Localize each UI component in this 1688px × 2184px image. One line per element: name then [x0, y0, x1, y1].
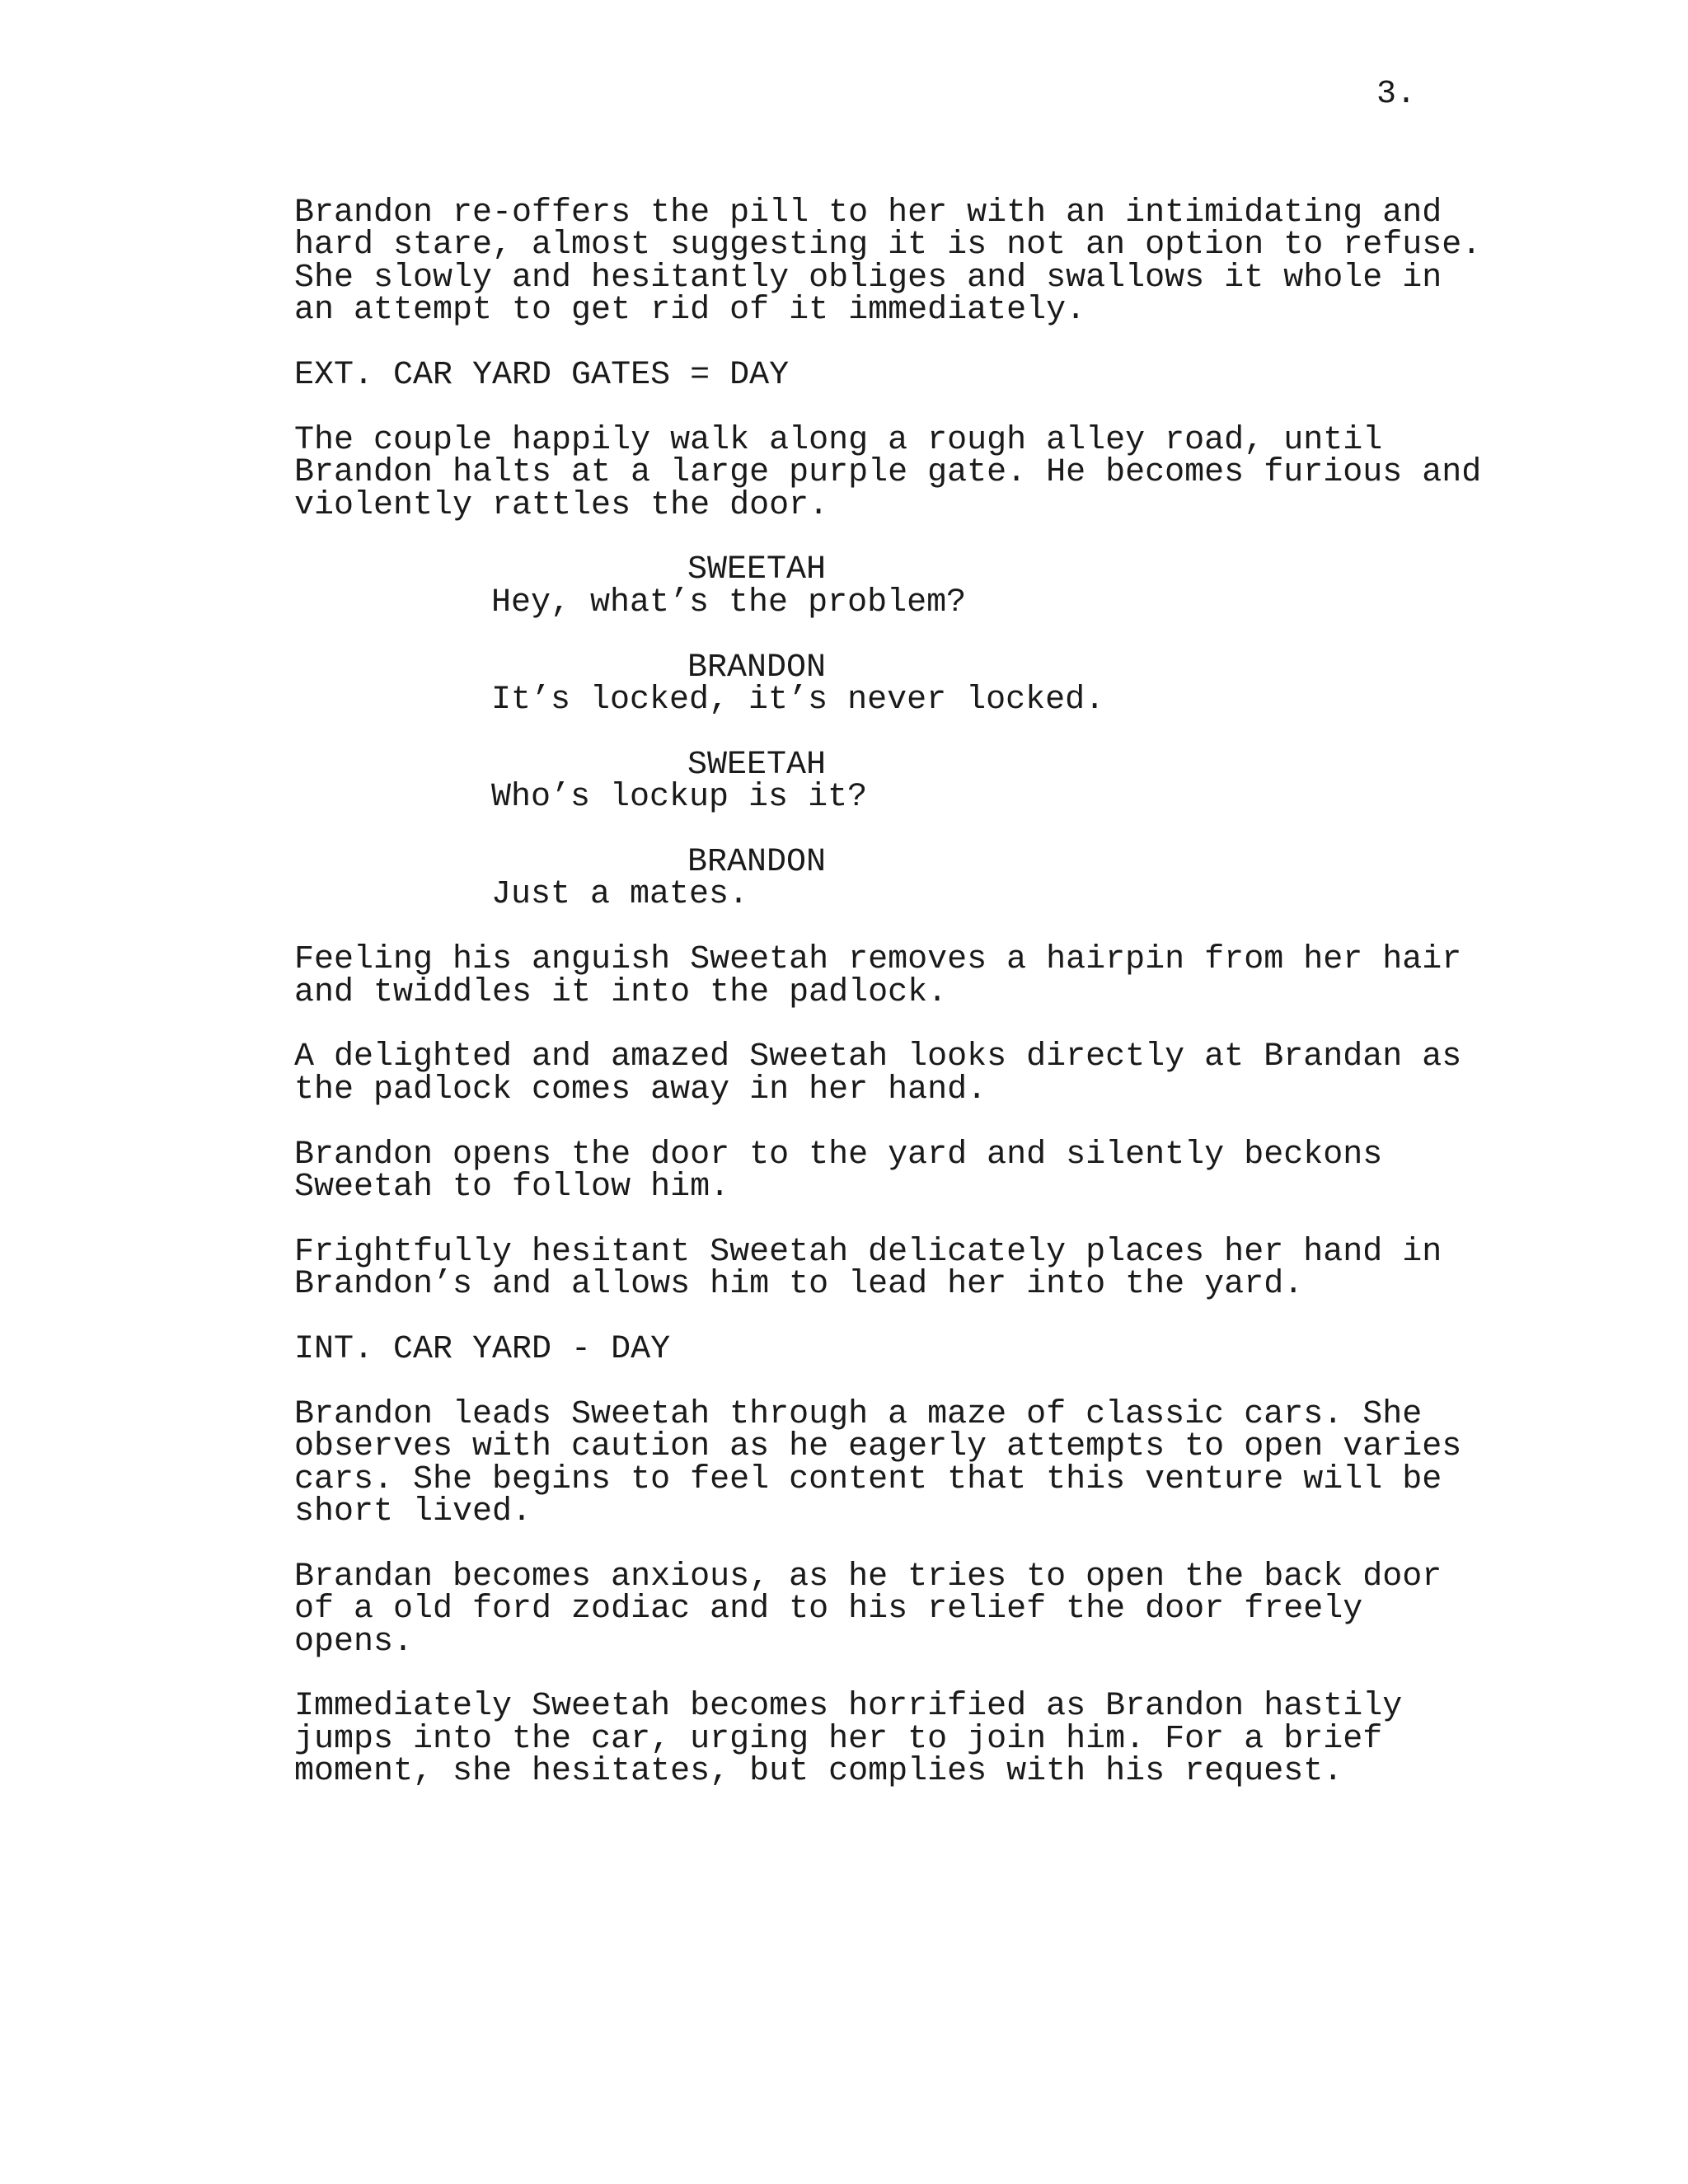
- action-line: hard stare, almost suggesting it is not an option to refuse.: [294, 227, 1482, 265]
- action-line: observes with caution as he eagerly attempts to open varies: [294, 1428, 1462, 1466]
- scene-heading: EXT. CAR YARD GATES = DAY: [294, 357, 790, 395]
- dialogue-line: It’s locked, it’s never locked.: [491, 682, 1105, 719]
- action-paragraph: [294, 421, 1531, 524]
- character-name: BRANDON: [687, 844, 827, 882]
- action-line: Immediately Sweetah becomes horrified as Brandon hastily: [294, 1688, 1403, 1726]
- action-line: Brandon’s and allows him to lead her into the yard.: [294, 1266, 1304, 1304]
- action-line: cars. She begins to feel content that this venture will be: [294, 1460, 1442, 1498]
- dialogue-block: [294, 746, 1531, 817]
- action-paragraph: [294, 1233, 1531, 1304]
- action-paragraph: [294, 194, 1531, 330]
- action-line: Brandon halts at a large purple gate. He becomes furious and: [294, 454, 1482, 492]
- script-body: [294, 194, 1531, 1821]
- page-number: 3.: [1376, 76, 1416, 113]
- dialogue-block: [294, 551, 1531, 621]
- action-line: the padlock comes away in her hand.: [294, 1071, 987, 1108]
- action-paragraph: [294, 1688, 1531, 1791]
- action-line: Sweetah to follow him.: [294, 1169, 730, 1207]
- action-line: of a old ford zodiac and to his relief the door freely: [294, 1591, 1363, 1629]
- action-line: jumps into the car, urging her to join him. For a brief: [294, 1720, 1383, 1758]
- dialogue-line: Just a mates.: [491, 876, 749, 914]
- action-paragraph: [294, 1136, 1531, 1207]
- action-line: She slowly and hesitantly obliges and swallows it whole in: [294, 259, 1442, 297]
- action-line: an attempt to get rid of it immediately.: [294, 292, 1086, 330]
- action-line: A delighted and amazed Sweetah looks directly at Brandan as: [294, 1038, 1462, 1076]
- action-line: and twiddles it into the padlock.: [294, 973, 948, 1011]
- action-line: short lived.: [294, 1493, 532, 1531]
- action-line: Feeling his anguish Sweetah removes a hairpin from her hair: [294, 941, 1462, 979]
- action-paragraph: [294, 941, 1531, 1011]
- action-line: moment, she hesitates, but complies with his request.: [294, 1753, 1343, 1791]
- character-name: SWEETAH: [687, 746, 827, 784]
- action-line: Frightfully hesitant Sweetah delicately places her hand in: [294, 1233, 1442, 1271]
- dialogue-block: [294, 649, 1531, 719]
- action-paragraph: [294, 1395, 1531, 1531]
- dialogue-line: Who’s lockup is it?: [491, 779, 868, 817]
- character-name: SWEETAH: [687, 551, 827, 589]
- action-line: The couple happily walk along a rough alley road, until: [294, 421, 1383, 459]
- character-name: BRANDON: [687, 649, 827, 687]
- action-line: opens.: [294, 1623, 414, 1661]
- action-paragraph: [294, 1558, 1531, 1661]
- dialogue-line: Hey, what’s the problem?: [491, 583, 967, 621]
- action-line: Brandon leads Sweetah through a maze of classic cars. She: [294, 1395, 1423, 1433]
- dialogue-block: [294, 846, 1531, 912]
- action-line: Brandon re-offers the pill to her with an intimidating and: [294, 194, 1442, 232]
- action-line: violently rattles the door.: [294, 486, 829, 524]
- scene-heading: INT. CAR YARD - DAY: [294, 1331, 671, 1369]
- action-line: Brandon opens the door to the yard and silently beckons: [294, 1136, 1383, 1174]
- action-line: Brandan becomes anxious, as he tries to open the back door: [294, 1558, 1442, 1596]
- action-paragraph: [294, 1038, 1531, 1108]
